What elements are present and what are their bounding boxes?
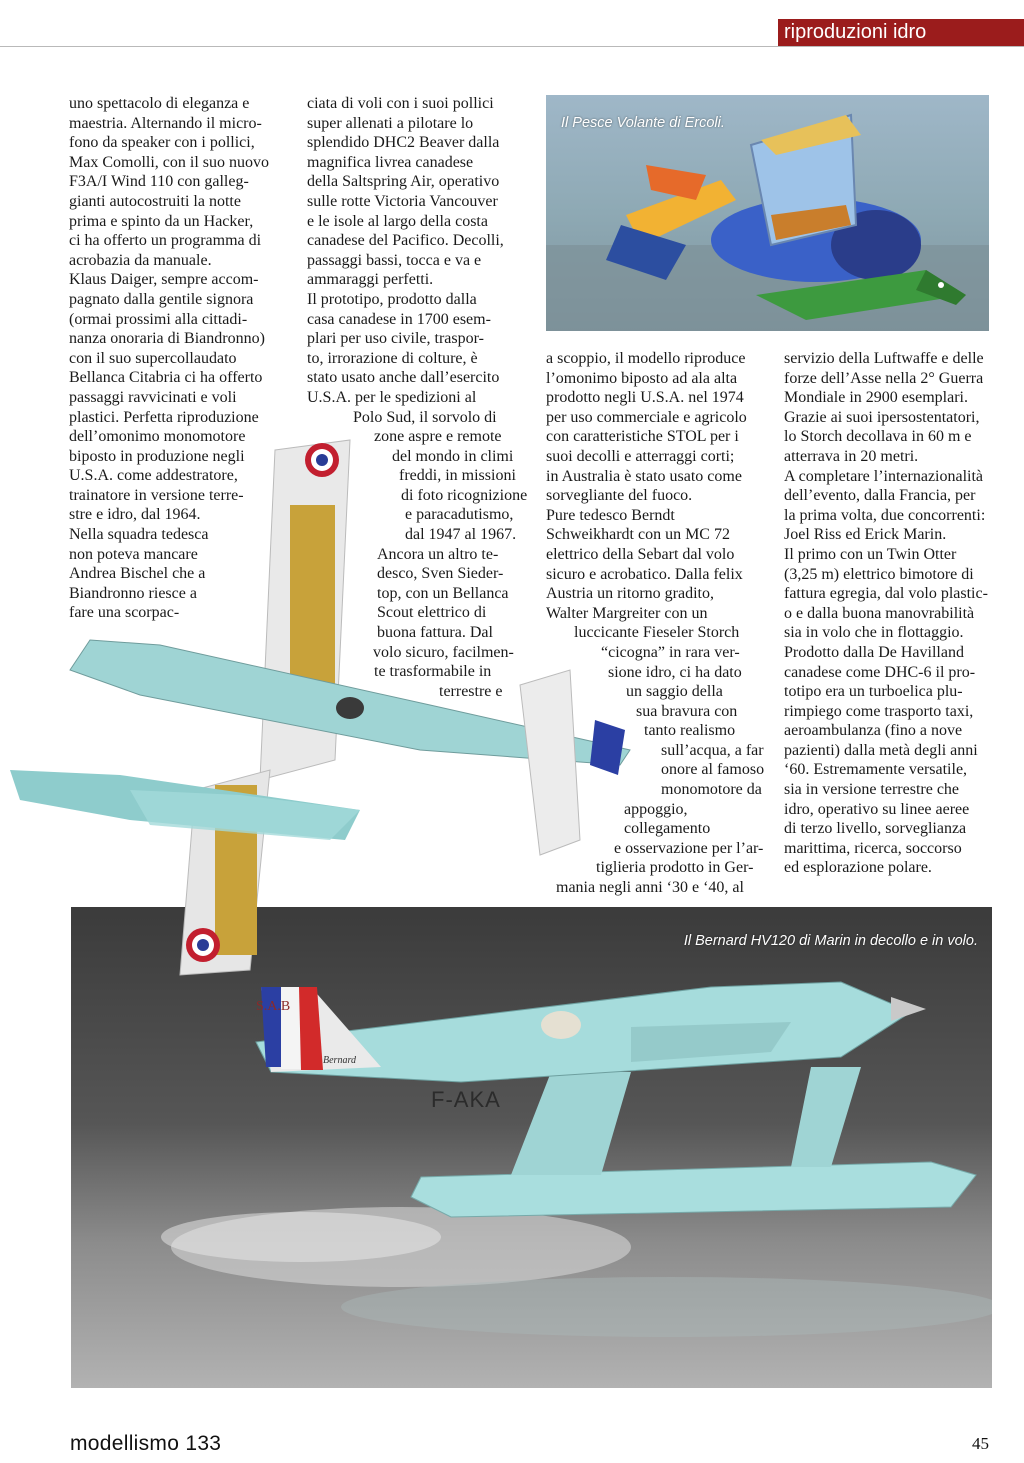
text-line: sicuro e acrobatico. Dalla felix — [546, 565, 743, 583]
text-line: Bellanca Citabria ci ha offerto — [69, 369, 263, 387]
text-line: ammaraggi perfetti. — [307, 271, 434, 289]
text-line: canadese come DHC-6 il pro- — [784, 663, 976, 681]
text-line: sia in versione terrestre che — [784, 781, 960, 799]
text-line: Prodotto dalla De Havilland — [784, 643, 964, 661]
text-line: Grazie ai suoi ipersostentatori, — [784, 408, 980, 426]
text-line: dal 1947 al 1967. — [405, 526, 517, 544]
text-line: fattura egregia, dal volo plastic- — [784, 585, 988, 603]
text-line: Scout elettrico di — [377, 604, 487, 622]
text-line: pagnato dalla gentile signora — [69, 290, 254, 308]
text-line: la prima volta, due concorrenti: — [784, 506, 986, 524]
text-line: con caratteristiche STOL per i — [546, 428, 739, 446]
text-line: te trasformabile in — [374, 663, 492, 681]
text-line: freddi, in missioni — [399, 467, 516, 485]
text-line: uno spettacolo di eleganza e — [69, 95, 250, 112]
text-line: Schweikhardt con un MC 72 — [546, 526, 730, 544]
text-line: o e dalla buona manovrabilità — [784, 604, 975, 622]
text-column-4 — [784, 349, 1004, 878]
text-line: forze dell’Asse nella 2° Guerra — [784, 369, 984, 387]
text-line: Max Comolli, con il suo nuovo — [69, 153, 269, 171]
text-line: plari per uso civile, traspor- — [307, 330, 484, 348]
text-line: splendido DHC2 Beaver dalla — [307, 134, 500, 152]
text-line: Biandronno riesce a — [69, 584, 197, 602]
text-line: e osservazione per l’ar- — [614, 839, 764, 857]
text-line: stre e idro, dal 1964. — [69, 506, 201, 524]
text-line: monomotore da — [661, 781, 762, 799]
text-line: per uso commerciale e agricolo — [546, 408, 747, 426]
text-line: (ormai prossimi alla cittadi- — [69, 310, 248, 328]
text-line: luccicante Fieseler Storch — [574, 624, 740, 642]
text-line: tanto realismo — [644, 722, 736, 740]
text-line: di foto ricognizione — [401, 486, 528, 504]
text-line: idro, operativo su linee aeree — [784, 800, 970, 818]
text-line: (3,25 m) elettrico bimotore di — [784, 565, 974, 583]
text-line: pazienti) dalla metà degli anni — [784, 741, 978, 759]
tail-script: Bernard — [323, 1055, 356, 1066]
text-line: Austria un ritorno gradito, — [546, 585, 714, 603]
text-line: appoggio, collegamento — [624, 800, 711, 838]
text-line: super allenati a pilotare lo — [307, 114, 474, 132]
plane-marking: F-AKA — [431, 1087, 501, 1112]
text-line: prodotto negli U.S.A. nel 1974 — [546, 389, 744, 407]
text-line: servizio della Luftwaffe e delle — [784, 350, 984, 367]
text-line: terrestre e — [439, 682, 503, 700]
text-line: di terzo livello, sorveglianza — [784, 820, 967, 838]
text-line: “cicogna” in rara ver- — [601, 643, 740, 661]
text-line: canadese del Pacifico. Decolli, — [307, 232, 504, 250]
text-line: U.S.A. per le spedizioni al — [307, 388, 477, 406]
text-line: atterrava in 20 metri. — [784, 447, 919, 465]
footer-page-number: 45 — [972, 1434, 989, 1453]
text-line: passaggi bassi, tocca e va e — [307, 251, 482, 269]
text-line: casa canadese in 1700 esem- — [307, 310, 491, 328]
text-line: tiglieria prodotto in Ger- — [596, 859, 754, 877]
tail-marking: S.A.B — [256, 999, 291, 1014]
text-line: A completare l’internazionalità — [784, 467, 984, 485]
text-column-2 — [307, 94, 539, 701]
text-line: onore al famoso — [661, 761, 765, 779]
text-line: sia in volo che in flottaggio. — [784, 624, 964, 642]
text-line: totipo era un turboelica plu- — [784, 683, 963, 701]
text-line: acrobazia da manuale. — [69, 251, 212, 269]
text-line: fare una scorpac- — [69, 604, 180, 622]
text-line: Andrea Bischel che a — [69, 565, 206, 583]
footer-magazine: modellismo 133 — [70, 1432, 222, 1455]
text-line: Nella squadra tedesca — [69, 526, 209, 544]
text-line: Pure tedesco Berndt — [546, 506, 675, 524]
text-line: in Australia è stato usato come — [546, 467, 742, 485]
text-line: non poteva mancare — [69, 545, 198, 563]
text-line: biposto in produzione negli — [69, 447, 245, 465]
text-line: Walter Margreiter con un — [546, 604, 708, 622]
text-line: con il suo supercollaudato — [69, 349, 237, 367]
text-line: nanza onoraria di Biandronno) — [69, 330, 265, 348]
text-line: stato usato anche dall’esercito — [307, 369, 500, 387]
text-line: fono da speaker con i pollici, — [69, 134, 255, 152]
text-line: ciata di voli con i suoi pollici — [307, 95, 494, 112]
header-rule — [0, 46, 1024, 47]
text-line: maestria. Alternando il micro- — [69, 114, 262, 132]
text-line: dell’omonimo monomotore — [69, 428, 246, 446]
text-line: Ancora un altro te- — [377, 545, 499, 563]
caption-bottom: Il Bernard HV120 di Marin in decollo e in volo. — [683, 933, 978, 949]
text-line: sull’acqua, a far — [661, 741, 764, 759]
text-line: Mondiale in 2900 esemplari. — [784, 389, 968, 407]
text-line: mania negli anni ‘30 e ‘40, al — [556, 879, 744, 897]
text-line: prima e spinto da un Hacker, — [69, 212, 254, 230]
text-line: elettrico della Sebart dal volo — [546, 545, 735, 563]
text-line: a scoppio, il modello riproduce — [546, 350, 746, 367]
caption-top: Il Pesce Volante di Ercoli. — [561, 115, 725, 131]
text-line: della Saltspring Air, operativo — [307, 173, 500, 191]
text-line: to, irrorazione di colture, è — [307, 349, 478, 367]
text-line: aeroambulanza (fino a nove — [784, 722, 963, 740]
text-line: gianti autocostruiti la notte — [69, 192, 241, 210]
text-line: sione idro, ci ha dato — [608, 663, 742, 681]
text-column-1 — [69, 94, 301, 623]
text-line: trainatore in versione terre- — [69, 486, 244, 504]
text-column-3 — [546, 349, 774, 898]
text-line: dell’evento, dalla Francia, per — [784, 487, 976, 505]
text-line: Joel Riss ed Erick Marin. — [784, 526, 947, 544]
text-line: ci ha offerto un programma di — [69, 232, 262, 250]
text-line: l’omonimo biposto ad ala alta — [546, 369, 738, 387]
text-line: sorvegliante del fuoco. — [546, 487, 693, 505]
text-line: top, con un Bellanca — [377, 584, 509, 602]
text-line: ‘60. Estremamente versatile, — [784, 761, 968, 779]
text-line: desco, Sven Sieder- — [377, 565, 504, 583]
text-line: ed esplorazione polare. — [784, 859, 932, 877]
text-line: volo sicuro, facilmen- — [373, 643, 514, 661]
text-line: magnifica livrea canadese — [307, 153, 474, 171]
section-tag-label: riproduzioni idro — [784, 21, 927, 43]
text-line: un saggio della — [626, 683, 723, 701]
text-line: rimpiego come trasporto taxi, — [784, 702, 974, 720]
text-line: U.S.A. come addestratore, — [69, 467, 238, 485]
text-line: F3A/I Wind 110 con galleg- — [69, 173, 249, 191]
text-line: marittima, ricerca, soccorso — [784, 839, 962, 857]
text-line: e le isole al largo della costa — [307, 212, 488, 230]
text-line: suoi decolli e atterraggi corti; — [546, 447, 735, 465]
text-line: Polo Sud, il sorvolo di — [353, 408, 497, 426]
text-line: Klaus Daiger, sempre accom- — [69, 271, 259, 289]
photo-pesce-volante — [546, 95, 989, 331]
section-tag — [778, 19, 1024, 46]
text-line: plastici. Perfetta riproduzione — [69, 408, 259, 426]
text-line: Il prototipo, prodotto dalla — [307, 290, 477, 308]
text-line: Il primo con un Twin Otter — [784, 545, 957, 563]
text-line: sua bravura con — [636, 702, 738, 720]
text-line: lo Storch decollava in 60 m e — [784, 428, 972, 446]
text-line: passaggi ravvicinati e voli — [69, 388, 237, 406]
text-line: e paracadutismo, — [405, 506, 514, 524]
text-line: del mondo in climi — [392, 447, 514, 465]
text-line: zone aspre e remote — [374, 428, 502, 446]
text-line: sulle rotte Victoria Vancouver — [307, 192, 498, 210]
text-line: buona fattura. Dal — [377, 624, 493, 642]
